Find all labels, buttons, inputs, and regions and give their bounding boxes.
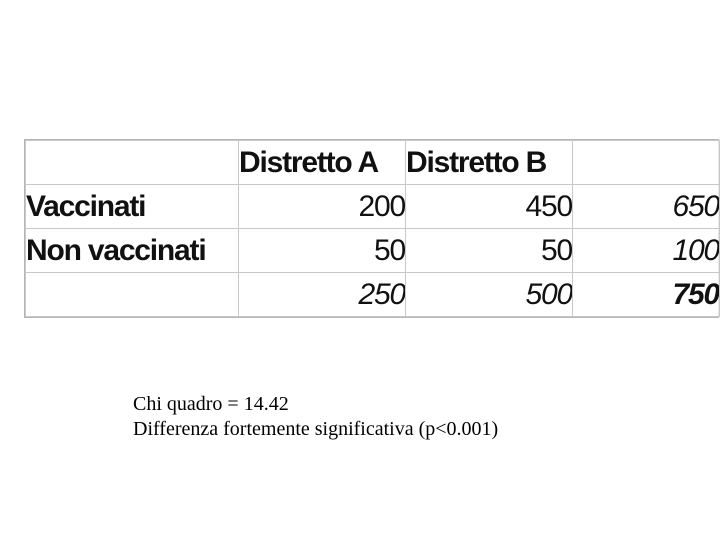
totals-label-cell (26, 273, 239, 317)
column-header-distretto-a: Distretto A (239, 141, 406, 185)
corner-cell (26, 141, 239, 185)
totals-row (26, 273, 720, 317)
table-row (26, 185, 720, 229)
cell-vaccinati-distretto-a: 200 (239, 185, 406, 229)
column-header-total (573, 141, 720, 185)
total-distretto-b: 500 (406, 273, 573, 317)
table-row (26, 229, 720, 273)
header-row (26, 141, 720, 185)
cell-non-vaccinati-distretto-b: 50 (406, 229, 573, 273)
row-label-vaccinati: Vaccinati (26, 185, 239, 229)
cell-non-vaccinati-total: 100 (573, 229, 720, 273)
contingency-table (25, 140, 720, 317)
cell-non-vaccinati-distretto-a: 50 (239, 229, 406, 273)
cell-vaccinati-distretto-b: 450 (406, 185, 573, 229)
column-header-distretto-b: Distretto B (406, 141, 573, 185)
chi-square-result: Chi quadro = 14.42 (133, 393, 289, 415)
grand-total: 750 (573, 273, 720, 317)
cell-vaccinati-total: 650 (573, 185, 720, 229)
total-distretto-a: 250 (239, 273, 406, 317)
significance-note: Differenza fortemente significativa (p<0.001) (133, 418, 499, 440)
statistics-text (133, 392, 498, 442)
contingency-table-container (24, 139, 719, 318)
row-label-non-vaccinati: Non vaccinati (26, 229, 239, 273)
